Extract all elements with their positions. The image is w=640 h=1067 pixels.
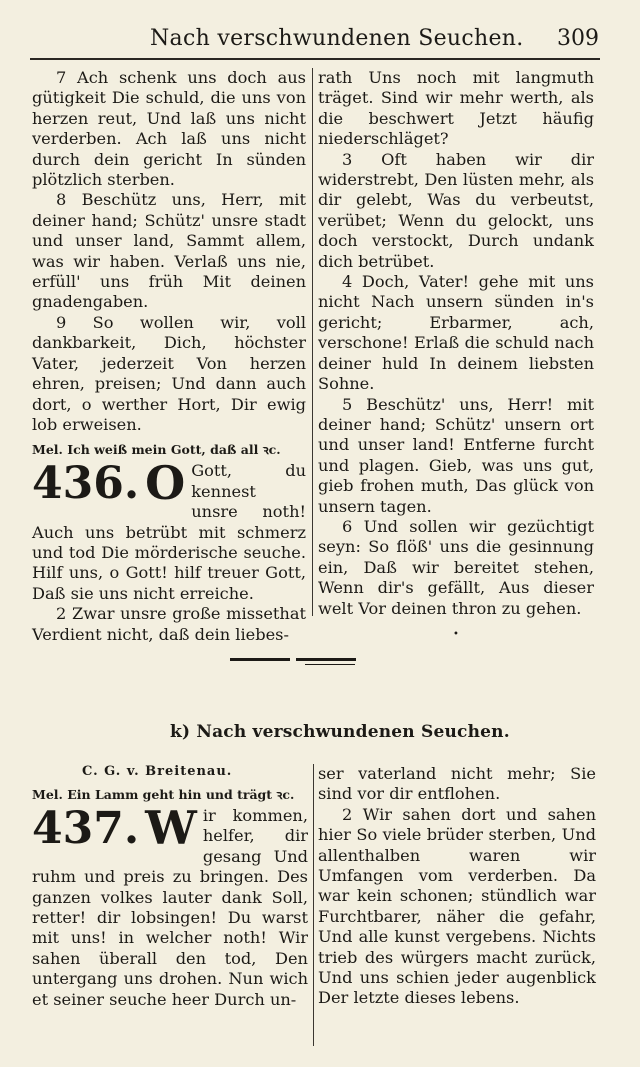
hymn-437	[32, 801, 308, 1010]
dropcap-436: O	[145, 456, 186, 511]
column-rule-upper	[312, 68, 313, 616]
section-divider-thin	[305, 664, 355, 665]
hymn-author: C. G. v. Breitenau.	[82, 764, 233, 779]
right-column-lower	[318, 764, 596, 1009]
verse: rath Uns noch mit langmuth träget. Sind wir mehr werth, als die beschwert Jetzt häufig niederschläget?	[318, 68, 594, 149]
verse: 8 Beschütz uns, Herr, mit deiner hand; Schütz' unsre stadt und unser land, Sammt allem, was wir haben. Verlaß uns nie, erfüll' uns früh Mit deinen gnadengaben.	[32, 190, 306, 312]
verse: 6 Und sollen wir gezüchtigt seyn: So flöß' uns die gesinnung ein, Daß wir bereitet stehen, Wenn dir's gefällt, Aus dieser welt Vor deinen thron zu gehen.	[318, 516, 594, 618]
hymn-number-436: 436.	[32, 458, 140, 510]
verse: 2 Zwar unsre große missethat Verdient nicht, daß dein liebes-	[32, 604, 306, 644]
verse: 9 So wollen wir, voll dankbarkeit, Dich, höchster Vater, jederzeit Von herzen ehren, preisen; Und dann auch dort, o werther Hort, Dir ewig lob erweisen.	[32, 312, 306, 434]
section-divider-left	[230, 658, 290, 661]
right-column-upper	[318, 68, 594, 645]
page-header	[0, 20, 640, 60]
dropcap-437: W	[145, 801, 197, 855]
left-column-upper	[32, 68, 306, 645]
running-title: Nach verschwundenen Seuchen.	[150, 26, 524, 51]
verse: ir kommen, helfer, dir gesang Und ruhm und preis zu bringen. Des ganzen volkes lauter dank Soll, retter! dir lobsingen! Du warst mit uns! in welcher noth! Wir sahen überall den tod, Den untergang uns drohen. Nun wich et seiner seuche heer Durch un-	[32, 806, 308, 1009]
page-number: 309	[557, 26, 599, 51]
column-rule-lower	[313, 764, 314, 1046]
hymn-436	[32, 456, 306, 604]
melody-line-436: Mel. Ich weiß mein Gott, daß all ꝛc.	[32, 442, 281, 458]
end-mark: •	[453, 628, 459, 640]
left-column-lower	[32, 786, 308, 1010]
section-heading: k) Nach verschwundenen Seuchen.	[170, 722, 510, 742]
melody-line-437: Mel. Ein Lamm geht hin und trägt ꝛc.	[32, 787, 295, 802]
verse: 4 Doch, Vater! gehe mit uns nicht Nach unsern sünden in's gericht; Erbarmer, ach, verschone! Erlaß die schuld nach deiner huld In deinem liebsten Sohne.	[318, 272, 594, 394]
verse: Gott, du kennest unsre noth! Auch uns betrübt mit schmerz und tod Die mörderische seuche. Hilf uns, o Gott! hilf treuer Gott, Daß sie uns nicht erreiche.	[32, 461, 306, 603]
verse: 2 Wir sahen dort und sahen hier So viele brüder sterben, Und allenthalben waren wir Umfangen vom verderben. Da war kein schonen; stündlich war Furchtbarer, näher die gefahr, Und alle kunst vergebens. Nichts trieb des würgers macht zurück, Und uns schien jeder augenblick Der letzte dieses lebens.	[318, 804, 596, 1008]
section-divider-right	[296, 658, 356, 661]
header-rule	[30, 58, 600, 60]
verse: 5 Beschütz' uns, Herr! mit deiner hand; Schütz' unsern ort und unser land! Entferne furcht und plagen. Gieb, was uns gut, gieb frohen muth, Das glück von unsern tagen.	[318, 394, 594, 516]
verse: 7 Ach schenk uns doch aus gütigkeit Die schuld, die uns von herzen reut, Und laß uns nicht verderben. Ach laß uns nicht durch dein gericht In sünden plötzlich sterben.	[32, 68, 306, 190]
verse: ser vaterland nicht mehr; Sie sind vor dir entflohen.	[318, 764, 596, 804]
verse: 3 Oft haben wir dir widerstrebt, Den lüsten mehr, als dir gelebt, Was du verbeutst, verübet; Wenn du gelockt, uns doch verstockt, Durch undank dich betrübet.	[318, 149, 594, 271]
hymn-number-437: 437.	[32, 803, 140, 854]
